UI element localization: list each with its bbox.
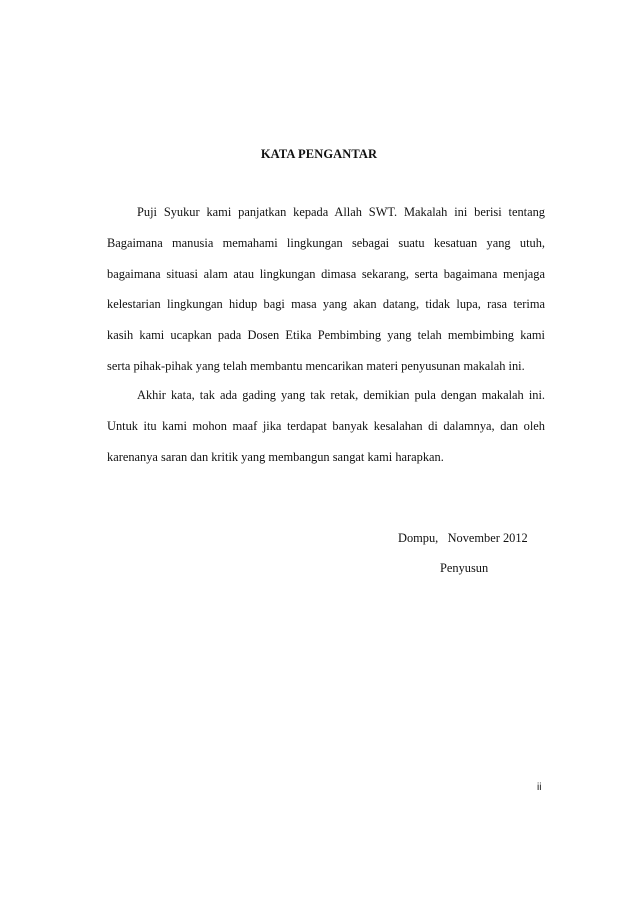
paragraph-line: Puji Syukur kami panjatkan kepada Allah SWT. Makalah ini berisi tentang bbox=[137, 205, 545, 219]
paragraph-line: Untuk itu kami mohon maaf jika terdapat banyak kesalahan di dalamnya, dan oleh bbox=[107, 418, 545, 433]
paragraph-line: karenanya saran dan kritik yang membangun sangat kami harapkan. bbox=[107, 449, 444, 464]
paragraph-line: kelestarian lingkungan hidup bagi masa yang akan datang, tidak lupa, rasa terima bbox=[107, 297, 545, 312]
paragraph-opening bbox=[107, 197, 545, 382]
page-number: ii bbox=[537, 782, 542, 793]
paragraph-line: Akhir kata, tak ada gading yang tak retak, demikian pula dengan makalah ini. bbox=[137, 388, 545, 402]
place-date: Dompu, November 2012 bbox=[398, 531, 528, 545]
paragraph-line: serta pihak-pihak yang telah membantu mencarikan materi penyusunan makalah ini. bbox=[107, 358, 525, 373]
paragraph-line: Bagaimana manusia memahami lingkungan sebagai suatu kesatuan yang utuh, bbox=[107, 235, 545, 250]
paragraph-line: bagaimana situasi alam atau lingkungan dimasa sekarang, serta bagaimana menjaga bbox=[107, 266, 545, 281]
paragraph-closing bbox=[107, 380, 545, 472]
paragraph-line: kasih kami ucapkan pada Dosen Etika Pembimbing yang telah membimbing kami bbox=[107, 328, 545, 343]
page-title: KATA PENGANTAR bbox=[260, 147, 378, 161]
signature-author: Penyusun bbox=[440, 561, 489, 575]
